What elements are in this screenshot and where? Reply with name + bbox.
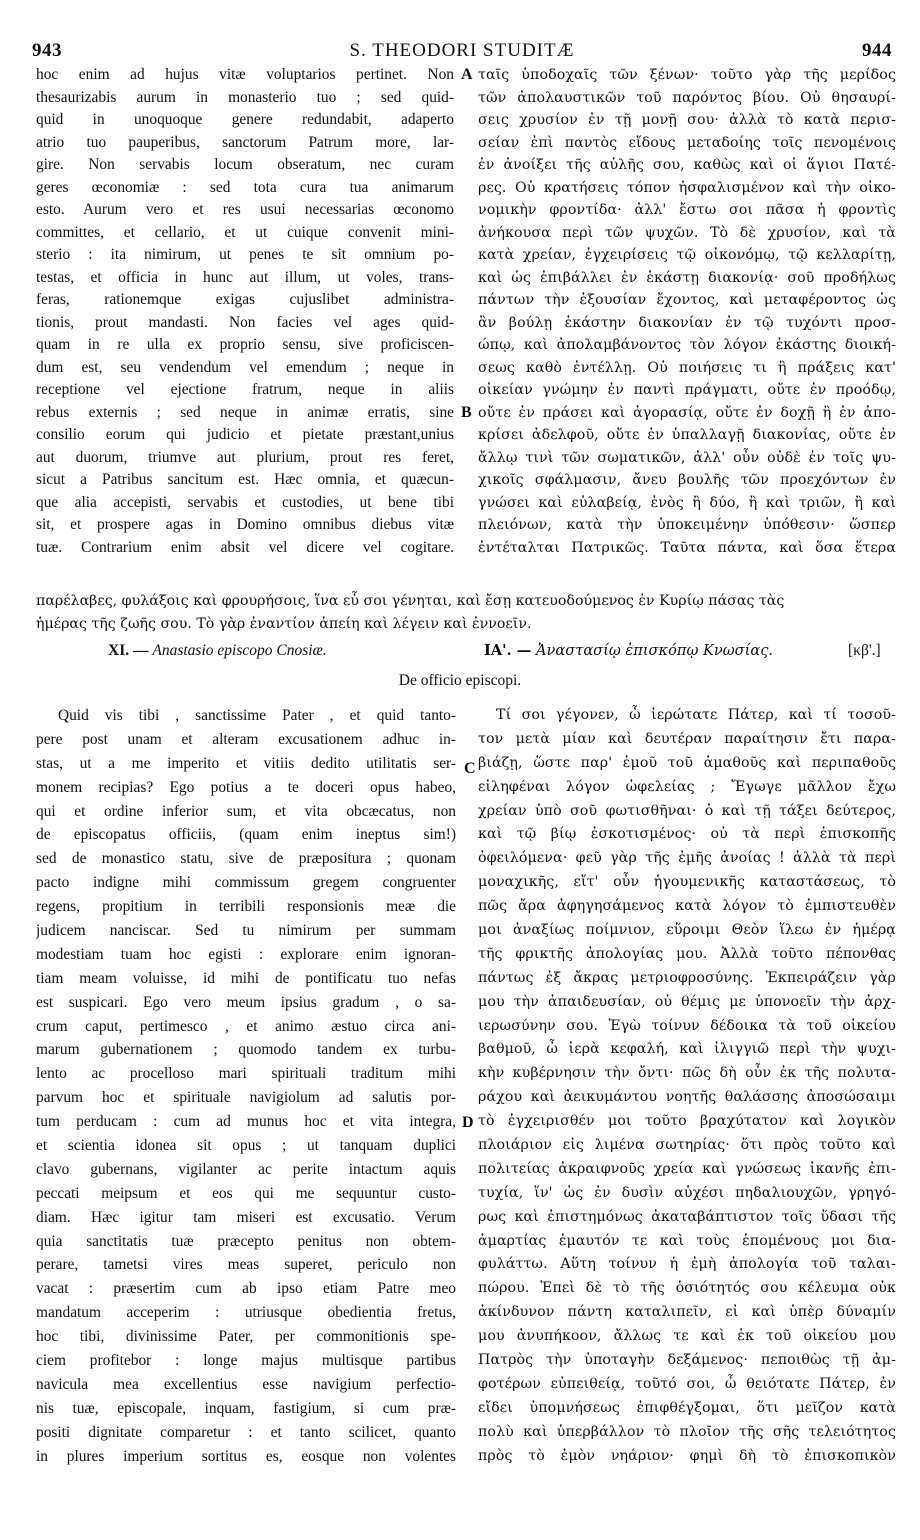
text-line: παρέλαβες, φυλάξοις καὶ φρουρήσοις, ἵνα εὖ σοι γένηται, καὶ ἔσῃ κατευοδούμενος ἐν Κυρίῳ πάσας τὰς xyxy=(36,593,785,609)
text-line: μου τὴν ἀπαιδευσίαν, οὐ θέμις με ὑπονοεῖν τὴν ἀρχ- xyxy=(478,993,896,1010)
text-line: de episcopatus officiis, (quam enim ineptus sim!) xyxy=(36,826,456,844)
text-line: sit, et prospere agas in Domino omnibus diebus vitæ xyxy=(36,516,454,533)
text-line: ιερωσύνην σου. Ἐγὼ τοίνυν δέδοικα τὰ τοῦ οἰκείου xyxy=(478,1017,896,1034)
text-line: σεις χρυσίον ἐν τῇ μονῇ σου· ἀλλὰ τὸ κατὰ περισ- xyxy=(478,112,896,128)
text-line: parvum hoc et spirituale navigiolum ad salutis por- xyxy=(36,1089,456,1107)
text-line: sicut a Patribus sancitum est. Hæc omnia, et quæcun- xyxy=(36,471,454,488)
text-line: μου ἀνυπήκοον, ἄλλως τε καὶ ἐκ τοῦ οἰκείου μου xyxy=(478,1328,896,1345)
text-line: κρίσει ἀδελφοῦ, οὔτε ἐν ὑπαλλαγῇ διακονίας, οὔτε ἐν xyxy=(478,427,896,443)
text-line: ἡμέρας τῆς ζωῆς σου. Τὸ γὰρ ἐναντίον ἀπείη καὶ λέγειν καὶ ἐννοεῖν. xyxy=(36,615,532,632)
text-line: μοναχικῆς, εἴτ' οὖν ἡγουμενικῆς καταστάσεως, τὸ xyxy=(478,874,896,891)
text-line: tionis, prout mandasti. Non facies vel ages quid- xyxy=(36,313,454,331)
greek-letter-recipient: Ἀναστασίῳ ἐπισκόπῳ Κνωσίας. xyxy=(536,642,774,659)
text-line: pere post unam et alteram excusationem adhuc in- xyxy=(36,730,456,748)
text-line: monem recipias? Ego potius a te doceri opus habeo, xyxy=(36,778,456,796)
text-line: sed de monastico statu, sive de præpositura ; quonam xyxy=(36,850,456,868)
text-line: hoc enim ad hujus vitæ voluptarios pertinet. Non xyxy=(36,66,454,83)
latin-letter-title xyxy=(108,642,327,660)
text-line: testas, et officia in hunc aut illum, ut voles, trans- xyxy=(36,268,454,286)
text-line: que alia accepisti, servabis et custodies, ut bene tibi xyxy=(36,493,454,511)
running-title: S. THEODORI STUDITÆ xyxy=(349,40,575,61)
text-line: dum est, seu vendendum vel emendum ; neque in xyxy=(36,358,454,376)
text-line: receptione vel ejectione fratrum, neque in aliis xyxy=(36,381,454,398)
text-line: in plures imperium sortitus es, eosque non volentes xyxy=(36,1447,456,1465)
section-marker-a: A xyxy=(461,66,473,83)
text-line: ράχου καὶ ἀεικυμάντου νοητῆς θαλάσσης ἀποσώσαιμι xyxy=(478,1089,896,1106)
text-line: perare, tametsi vires meas superet, periculo non xyxy=(36,1256,456,1274)
text-line: τυχία, ἵν' ὡς ἐν δυσὶν αὐχέσι πηδαλιουχῶν, γρηγό- xyxy=(478,1184,896,1201)
text-line: ἄλλῳ τινὶ τῶν σωματικῶν, ἀλλ' οὖν οὐδὲ ἐν τοῖς ψυ- xyxy=(478,449,896,466)
text-line: σεως καθὸ ἐντέλλῃ. Οὐ ποιήσεις τι ἢ πράξεις κατ' xyxy=(478,359,896,376)
greek-spanning-lines xyxy=(36,590,896,635)
text-line: rebus externis ; sed neque in animæ erratis, sine xyxy=(36,403,454,421)
text-line: ἀνήκουσα περὶ τῶν ψυχῶν. Τὸ δὲ χρυσίον, καὶ τὰ xyxy=(478,224,896,241)
text-line: φοτέρων εὐπειθείᾳ, τοῦτό σοι, ὦ θειότατε Πάτερ, ἐν xyxy=(478,1375,896,1392)
text-line: πλοιάριον εἰς λιμένα σωτηρίας· ὅτι πρὸς τοῦτο καὶ xyxy=(478,1137,896,1154)
text-line: ρες. Οὐ κρατήσεις τόπον ἠσφαλισμένον καὶ τὴν οἰκο- xyxy=(478,179,896,196)
text-line: ταῖς ὑποδοχαῖς τῶν ξένων· τοῦτο γὰρ τῆς μερίδος xyxy=(478,67,896,83)
text-line: πώρου. Ἐπεὶ δὲ τὸ τῆς ὁσιότητός σου κέλευμα οὐκ xyxy=(478,1280,896,1297)
text-line: pacto indigne mihi commissum gregem congruenter xyxy=(36,874,456,892)
text-line: judicem nanciscar. Sed tu nimirum per summam xyxy=(36,922,456,940)
text-line: ἐν ἀνοίξει τῆς αὐλῆς σου, καθὼς καὶ οἱ ἅγιοι Πατέ- xyxy=(478,157,896,173)
latin-letter-number: XI. — xyxy=(108,642,149,659)
text-line: tum perducam : cum ad munus hoc et vita integra, xyxy=(36,1113,456,1131)
text-line: positi dignitate comparetur : et tanto scilicet, quanto xyxy=(36,1423,456,1441)
text-line: φυλάττω. Αὕτη τοίνυν ἡ ἐμὴ ἀπολογία τοῦ ταλαι- xyxy=(478,1256,896,1273)
text-line: τῶν ἀπολαυστικῶν τοῦ παρόντος βίου. Οὐ θησαυρί- xyxy=(478,89,896,106)
text-line: qui et ordine inferior sum, et vita obcæcatus, non xyxy=(36,802,456,820)
text-line: νομικὴν φροντίδα· ἀλλ' ἔστω σοι πᾶσα ἡ φροντὶς xyxy=(478,202,896,218)
text-line: πολὺ καὶ ὑπερβάλλον τὸ πλοῖον τῆς σῆς τελειότητος xyxy=(478,1423,896,1440)
text-line: crum caput, pertimesco , et animo æstuo circa ani- xyxy=(36,1017,456,1035)
text-line: gire. Non servabis locum obseratum, nec curam xyxy=(36,156,454,173)
text-line: stas, ut a me imperito et vitiis dedito utilitatis ser- xyxy=(36,754,456,772)
text-line: ὀφειλόμενα· φεῦ γὰρ τῆς ἐμῆς ἀνοίας ! ἀλλὰ τὰ περὶ xyxy=(478,850,896,867)
text-line: πῶς ἄρα ἀφηγησάμενος κατὰ λόγον τὸ ἐμπιστευθὲν xyxy=(478,898,896,915)
text-line: τῆς φρικτῆς ἀπολογίας μου. Ἀλλὰ τοῦτο πέπονθας xyxy=(478,945,896,962)
text-line: nis tuæ, episcopale, inquam, fastigium, si cum præ- xyxy=(36,1399,456,1417)
page-number-right: 944 xyxy=(862,40,892,61)
text-line: ἁμαρτίας ἐμαυτόν τε καὶ τοὺς ἑπομένους μοι δια- xyxy=(478,1232,896,1249)
text-line: mandatum acceperim : utriusque obedientia fretus, xyxy=(36,1304,456,1322)
text-line: ciem profitebor : longe majus multisque partibus xyxy=(36,1352,456,1370)
text-line: modestiam tuam hoc egisti : explorare enim ignoran- xyxy=(36,945,456,963)
text-line: οἰκείαν γνώμην ἐν παντὶ πράγματι, οὔτε ἐν προόδῳ, xyxy=(478,382,896,398)
text-line: εἰληφέναι λόγον ὠφελείας ; Ἔγωγε μᾶλλον ἔχω xyxy=(478,778,896,795)
text-line: est suspicari. Ego vero meum ipsius gradum , o sa- xyxy=(36,993,456,1011)
section-marker-d: D xyxy=(462,1114,474,1131)
latin-letter-recipient: Anastasio episcopo Cnosiæ. xyxy=(152,642,327,659)
text-line: atrio tuo pauperibus, sanctorum Patrum more, lar- xyxy=(36,133,454,151)
text-line: diam. Hæc igitur tam miseri est excusatio. Verum xyxy=(36,1208,456,1226)
text-line: peccati meipsum et eos qui me sequuntur custo- xyxy=(36,1184,456,1202)
text-line: ἐντέταλται Πατρικῶς. Ταῦτα πάντα, καὶ ὅσα ἕτερα xyxy=(478,539,896,556)
latin-column-bottom xyxy=(36,704,456,1469)
text-line: τὸ ἐγχειρισθέν μοι τοῦτο βραχύτατον καὶ λογικὸν xyxy=(478,1113,896,1130)
letter-reference: [κβ'.] xyxy=(848,642,881,659)
greek-column-bottom xyxy=(478,704,896,1469)
greek-letter-title xyxy=(484,642,773,659)
text-line: sterio : ita nimirum, ut penes te sit omnium po- xyxy=(36,246,454,263)
text-line: hoc tibi, divinissime Pater, per commonitionis spe- xyxy=(36,1328,456,1346)
text-line: κὴν κυβέρνησιν τὴν ὄντι· πῶς δὴ οὖν ἐκ τῆς πολυτα- xyxy=(478,1065,896,1082)
text-line: thesaurizabis aurum in monasterio tuo ; sed quid- xyxy=(36,88,454,106)
text-line: quid in unoquoque genere redundabit, adaperto xyxy=(36,111,454,128)
text-line: πλειόνων, κατὰ τὴν ὑποκειμένην ὑπόθεσιν· ὥσπερ xyxy=(478,517,896,533)
text-line: Πατρὸς τὴν ὑποταγὴν δεξάμενος· πεποιθὼς τῇ ἀμ- xyxy=(478,1352,896,1369)
text-line: πάντως ἐξ ἄκρας μετριοφροσύνης. Ἐκπειράζειν γὰρ xyxy=(478,969,896,986)
text-line: vacat : præsertim cum ab ipso etiam Patre meo xyxy=(36,1280,456,1298)
text-line: ἀκίνδυνον πάντη καταλιπεῖν, εἰ καὶ ὑπὲρ δύναμίν xyxy=(478,1304,896,1321)
section-marker-c: C xyxy=(464,760,476,777)
section-marker-b: B xyxy=(461,404,472,421)
text-line: quia sanctitatis tuæ præcepto penitus non obtem- xyxy=(36,1232,456,1250)
text-line: et scientia idonea sit opus ; ut tanquam duplici xyxy=(36,1137,456,1155)
page-number-left: 943 xyxy=(32,40,62,61)
text-line: esto. Aurum vero et res usui necessarias œconomo xyxy=(36,201,454,218)
text-line: consilio eorum qui judicio et pietate præstant,unius xyxy=(36,426,454,443)
text-line: καὶ ὡς ἐπιβάλλει ἐν ἑκάστῃ διακονίᾳ· σοῦ προδήλως xyxy=(478,269,896,286)
greek-letter-number: ΙΑ'. — xyxy=(484,642,532,659)
text-line: regens, propitium in terribili responsionis meæ die xyxy=(36,898,456,916)
text-line: οὔτε ἐν πράσει καὶ ἀγορασίᾳ, οὔτε ἐν δοχῇ ἢ ἐν ἀπο- xyxy=(478,404,896,421)
text-line: βιάζῃ, ὥστε παρ' ἐμοῦ τοῦ ἀμαθοῦς καὶ περιπαθοῦς xyxy=(478,754,896,771)
text-line: ώπῳ, καὶ ἀπολαμβάνοντος τὸν λόγον ἑκάστης διοική- xyxy=(478,337,896,353)
page-header xyxy=(32,40,892,66)
text-line: σείαν ἐπὶ παντὸς εἴδους μεταδοίης τοῖς πενομένοις xyxy=(478,134,896,151)
text-line: κατὰ χρείαν, ἐγχειρίσεις τῷ οἰκονόμῳ, τῷ κελλαρίτῃ, xyxy=(478,247,896,263)
text-line: τον μετὰ μίαν καὶ δευτέραν παραίτησιν ἔτι παρα- xyxy=(478,730,896,747)
text-line: Τί σοι γέγονεν, ὦ ἱερώτατε Πάτερ, καὶ τί τοσοῦ- xyxy=(496,707,896,723)
text-line: γνώσει καὶ εὐλαβείᾳ, ἑνὸς ἢ δύο, ἢ καὶ τριῶν, ἢ καὶ xyxy=(478,494,896,511)
text-line: πάντων τὴν ἐξουσίαν ἔχοντος, καὶ μεταφέροντος ὡς xyxy=(478,292,896,308)
text-line: lento ac procelloso mari spirituali traditum mihi xyxy=(36,1065,456,1083)
text-line: πρὸς τὸ ἐμὸν νηάριον· φημὶ δὴ τὸ ἐπισκοπικὸν xyxy=(478,1447,896,1464)
text-line: εἴδει ὑπομνήσεως ἐπιφθέγξομαι, ὅτι μεῖζον κατὰ xyxy=(478,1399,896,1416)
text-line: πολιτείας ἀκραιφνοῦς χρεία καὶ γνώσεως ἱκανῆς ἐπι- xyxy=(478,1160,896,1177)
text-line: quam in re ulla ex proprio sensu, sive proficiscen- xyxy=(36,336,454,353)
text-line: committes, et cellario, et ut cuique convenit mini- xyxy=(36,223,454,241)
text-line: μοι ἀναξίως ποίμνιον, εὕροιμι Θεὸν ἵλεω ἐν ἡμέρᾳ xyxy=(478,922,896,939)
text-line: χικοῖς σφάλμασιν, ἄνευ βουλῆς τῶν προεχόντων ἐν xyxy=(478,472,896,488)
text-line: Quid vis tibi , sanctissime Pater , et quid tanto- xyxy=(58,707,456,724)
text-line: feras, rationemque exigas cujuslibet administra- xyxy=(36,291,454,308)
greek-column-top xyxy=(478,64,896,559)
text-line: καὶ τῷ βίῳ ἐσκοτισμένος· οὐ τὰ περὶ ἐπισκοπῆς xyxy=(478,826,896,843)
text-line: βαθμοῦ, ὦ ἱερὰ κεφαλή, καὶ ἰλιγγιῶ περὶ τὴν ψυχι- xyxy=(478,1041,896,1058)
latin-column-top xyxy=(36,64,454,559)
text-line: marum gubernationem ; quomodo tandem ex turbu- xyxy=(36,1041,456,1059)
text-line: ἂν βούλῃ ἑκάστην διακονίαν ἐν τῷ τυχόντι προσ- xyxy=(478,314,896,331)
text-line: navicula mea excellentius esse navigium perfectio- xyxy=(36,1375,456,1393)
text-line: tuæ. Contrarium enim absit vel dicere vel cogitare. xyxy=(36,538,454,556)
letter-subtitle: De officio episcopi. xyxy=(398,672,522,689)
text-line: clavo gubernans, vigilanter ac perite intactum aquis xyxy=(36,1160,456,1178)
text-line: ρως καὶ ἐπιστημόνως ἀκαταβάπτιστον τοῖς ὕδασι τῆς xyxy=(478,1208,896,1225)
text-line: χρείαν ὑπὸ σοῦ φωτισθῆναι· ὁ καὶ τῇ τάξει δεύτερος, xyxy=(478,802,896,819)
text-line: aut duorum, triumve aut plurium, prout res feret, xyxy=(36,448,454,466)
text-line: tiam meam voluisse, id mihi de pontificatu tuo nefas xyxy=(36,969,456,987)
text-line: geres œconomiæ : sed tota cura tua animarum xyxy=(36,178,454,196)
